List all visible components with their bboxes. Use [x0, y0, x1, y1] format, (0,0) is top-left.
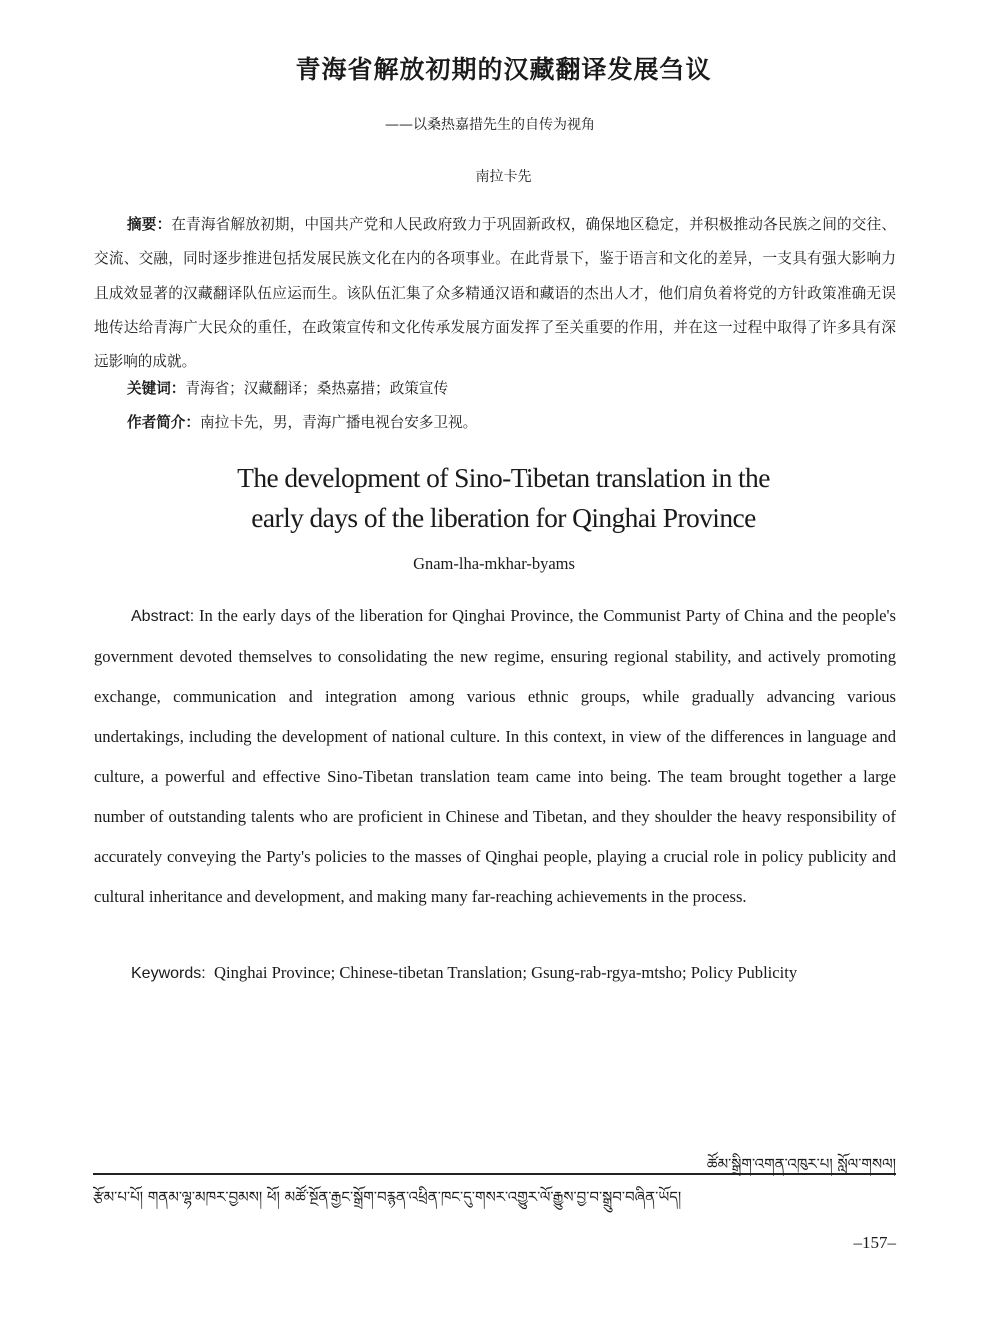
english-keywords	[131, 963, 797, 983]
footer-tibetan-editor-line: ཚོམ་སྒྲིག་འགན་འཁུར་པ། སློལ་གསལ།	[706, 1155, 896, 1173]
chinese-author-info-label: 作者简介：	[127, 414, 200, 431]
english-abstract-text: In the early days of the liberation for Qinghai Province, the Communist Party of China and the people's government devoted themselves to consolidating the new regime, ensuring regional stability, and actively promoting exchange, communication and integration among various ethnic groups, while gradually advancing various undertakings, including the development of national culture. In this context, in view of the differences in language and culture, a powerful and effective Sino-Tibetan translation team came into being. The team brought together a large number of outstanding talents who are proficient in Chinese and Tibetan, and they shoulder the heavy responsibility of accurately conveying the Party's policies to the masses of Qinghai people, playing a crucial role in policy publicity and cultural inheritance and development, and making many far-reaching achievements in the process.	[94, 606, 896, 906]
chinese-abstract-text: 在青海省解放初期，中国共产党和人民政府致力于巩固新政权，确保地区稳定，并积极推动各民族之间的交往、交流、交融，同时逐步推进包括发展民族文化在内的各项事业。在此背景下，鉴于语言和文化的差异，一支具有强大影响力且成效显著的汉藏翻译队伍应运而生。该队伍汇集了众多精通汉语和藏语的杰出人才，他们肩负着将党的方针政策准确无误地传达给青海广大民众的重任，在政策宣传和文化传承发展方面发挥了至关重要的作用，并在这一过程中取得了许多具有深远影响的成就。	[94, 216, 896, 371]
english-title	[0, 458, 1007, 538]
english-abstract-label: Abstract:	[131, 608, 195, 625]
english-title-line-2: early days of the liberation for Qinghai Province	[251, 502, 756, 533]
chinese-author: 南拉卡先	[475, 169, 532, 185]
chinese-subtitle: ——以桑热嘉措先生的自传为视角	[385, 117, 595, 133]
chinese-author-info	[94, 406, 929, 440]
chinese-abstract	[94, 208, 896, 379]
chinese-keywords	[94, 372, 929, 406]
english-keywords-label: Keywords:	[131, 965, 206, 982]
chinese-keywords-text: 青海省；汉藏翻译；桑热嘉措；政策宣传	[185, 380, 449, 397]
english-title-line-1: The development of Sino-Tibetan translation in the	[237, 462, 770, 493]
chinese-abstract-label: 摘要：	[127, 216, 172, 233]
english-abstract	[94, 596, 896, 917]
english-keywords-text: Qinghai Province; Chinese-tibetan Translation; Gsung-rab-rgya-mtsho; Policy Publicity	[214, 963, 798, 982]
chinese-keywords-label: 关键词：	[127, 380, 186, 397]
english-author: Gnam-lha-mkhar-byams	[413, 554, 575, 573]
chinese-author-info-text: 南拉卡先，男，青海广播电视台安多卫视。	[199, 414, 478, 431]
page-number: –157–	[853, 1233, 896, 1252]
footer-divider	[93, 1173, 896, 1175]
footer-tibetan-author-line: རྩོམ་པ་པོ། གནམ་ལྷ་མཁར་བྱམས། ཕོ། མཚོ་སྔོན་རྒྱང་སྒྲོག་བརྙན་འཕྲིན་ཁང་དུ་གསར་འགྱུར་ལོ་རྒྱུས་བྱ་བ་སྒྲུབ་བཞིན་ཡོད།	[93, 1188, 682, 1206]
chinese-title: 青海省解放初期的汉藏翻译发展刍议	[295, 55, 712, 84]
